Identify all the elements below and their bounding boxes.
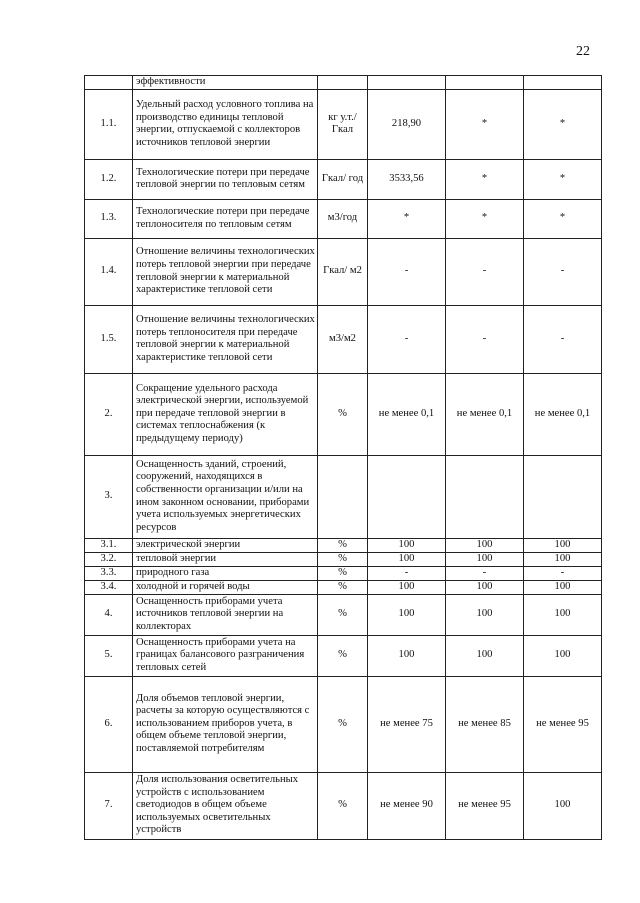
row-value-2: [446, 455, 524, 538]
row-indicator-name: электрической энергии: [133, 538, 318, 552]
row-value-3: [524, 76, 602, 90]
row-indicator-name: тепловой энергии: [133, 552, 318, 566]
row-unit: Гкал/ м2: [318, 238, 368, 305]
table-row: [85, 552, 602, 566]
row-indicator-name: эффективности: [133, 76, 318, 90]
row-value-3: 100: [524, 580, 602, 594]
row-indicator-name: Отношение величины технологических потерь тепловой энергии при передаче тепловой энергии к материальной характеристике тепловой сети: [133, 238, 318, 305]
row-value-1: 3533,56: [368, 159, 446, 199]
table-row: [85, 594, 602, 635]
row-indicator-name: Оснащенность приборами учета источников тепловой энергии на коллекторах: [133, 594, 318, 635]
row-unit: %: [318, 635, 368, 676]
row-value-1: 100: [368, 594, 446, 635]
row-value-1: 100: [368, 538, 446, 552]
row-number: 2.: [85, 373, 133, 455]
row-number: 1.1.: [85, 89, 133, 159]
row-number: 3.1.: [85, 538, 133, 552]
row-value-2: 100: [446, 552, 524, 566]
row-value-1: -: [368, 566, 446, 580]
row-value-3: -: [524, 238, 602, 305]
table-row: [85, 89, 602, 159]
indicators-table: [84, 75, 602, 840]
row-value-3: 100: [524, 552, 602, 566]
row-value-2: 100: [446, 580, 524, 594]
row-unit: %: [318, 594, 368, 635]
row-value-1: не менее 0,1: [368, 373, 446, 455]
table-row: [85, 238, 602, 305]
row-value-2: -: [446, 238, 524, 305]
row-unit: %: [318, 580, 368, 594]
row-unit: %: [318, 552, 368, 566]
row-number: 5.: [85, 635, 133, 676]
row-value-3: -: [524, 305, 602, 373]
row-indicator-name: Доля объемов тепловой энергии, расчеты за которую осуществляются с использованием приборов учета, в общем объеме тепловой энергии, поставляемой потребителям: [133, 676, 318, 772]
table-row: [85, 199, 602, 238]
page-number: 22: [576, 44, 590, 59]
row-number: 3.: [85, 455, 133, 538]
row-number: 1.2.: [85, 159, 133, 199]
row-number: 3.2.: [85, 552, 133, 566]
row-value-3: -: [524, 566, 602, 580]
row-value-3: *: [524, 89, 602, 159]
row-unit: %: [318, 538, 368, 552]
table-row: [85, 538, 602, 552]
table-row: [85, 676, 602, 772]
row-value-1: [368, 76, 446, 90]
row-indicator-name: Технологические потери при передаче тепловой энергии по тепловым сетям: [133, 159, 318, 199]
row-value-2: *: [446, 159, 524, 199]
row-value-2: 100: [446, 594, 524, 635]
row-unit: [318, 76, 368, 90]
row-indicator-name: Доля использования осветительных устройств с использованием светодиодов в общем объеме используемых осветительных устройств: [133, 772, 318, 839]
row-value-1: 100: [368, 580, 446, 594]
row-value-3: [524, 455, 602, 538]
row-value-2: -: [446, 305, 524, 373]
row-unit: %: [318, 772, 368, 839]
row-number: 6.: [85, 676, 133, 772]
row-indicator-name: Оснащенность зданий, строений, сооружений, находящихся в собственности организации и/или на ином законном основании, приборами учета используемых энергетических ресурсов: [133, 455, 318, 538]
row-value-2: не менее 95: [446, 772, 524, 839]
row-indicator-name: Технологические потери при передаче теплоносителя по тепловым сетям: [133, 199, 318, 238]
row-value-3: *: [524, 199, 602, 238]
row-unit: кг у.т./ Гкал: [318, 89, 368, 159]
row-number: 7.: [85, 772, 133, 839]
row-value-2: не менее 0,1: [446, 373, 524, 455]
table-row: [85, 373, 602, 455]
table-row: [85, 772, 602, 839]
table-row: [85, 566, 602, 580]
row-number: 3.3.: [85, 566, 133, 580]
row-value-3: *: [524, 159, 602, 199]
row-number: 4.: [85, 594, 133, 635]
row-value-1: не менее 90: [368, 772, 446, 839]
row-unit: [318, 455, 368, 538]
row-value-3: 100: [524, 594, 602, 635]
row-unit: %: [318, 373, 368, 455]
row-indicator-name: природного газа: [133, 566, 318, 580]
row-number: 1.3.: [85, 199, 133, 238]
row-value-3: не менее 95: [524, 676, 602, 772]
row-value-1: 100: [368, 552, 446, 566]
row-number: 3.4.: [85, 580, 133, 594]
table-row: [85, 635, 602, 676]
row-unit: %: [318, 676, 368, 772]
row-value-2: 100: [446, 538, 524, 552]
row-value-2: *: [446, 89, 524, 159]
row-value-3: не менее 0,1: [524, 373, 602, 455]
row-value-1: не менее 75: [368, 676, 446, 772]
row-indicator-name: Сокращение удельного расхода электрической энергии, используемой при передаче тепловой энергии в системах теплоснабжения (к предыдущему периоду): [133, 373, 318, 455]
row-value-1: *: [368, 199, 446, 238]
row-value-2: 100: [446, 635, 524, 676]
table-row: [85, 455, 602, 538]
row-number: 1.5.: [85, 305, 133, 373]
row-indicator-name: Удельный расход условного топлива на производство единицы тепловой энергии, отпускаемой с коллекторов источников тепловой энергии: [133, 89, 318, 159]
row-unit: Гкал/ год: [318, 159, 368, 199]
row-value-3: 100: [524, 635, 602, 676]
row-value-1: -: [368, 238, 446, 305]
row-indicator-name: Оснащенность приборами учета на границах балансового разграничения тепловых сетей: [133, 635, 318, 676]
row-value-3: 100: [524, 538, 602, 552]
row-value-1: -: [368, 305, 446, 373]
row-value-2: -: [446, 566, 524, 580]
row-value-1: 218,90: [368, 89, 446, 159]
row-indicator-name: холодной и горячей воды: [133, 580, 318, 594]
row-value-3: 100: [524, 772, 602, 839]
row-number: [85, 76, 133, 90]
row-number: 1.4.: [85, 238, 133, 305]
row-value-2: [446, 76, 524, 90]
row-value-2: не менее 85: [446, 676, 524, 772]
row-unit: м3/м2: [318, 305, 368, 373]
row-value-1: [368, 455, 446, 538]
row-unit: %: [318, 566, 368, 580]
row-indicator-name: Отношение величины технологических потерь теплоносителя при передаче тепловой энергии к материальной характеристике тепловой сети: [133, 305, 318, 373]
table-row: [85, 305, 602, 373]
table-row: [85, 580, 602, 594]
row-value-1: 100: [368, 635, 446, 676]
table-row: [85, 76, 602, 90]
row-value-2: *: [446, 199, 524, 238]
row-unit: м3/год: [318, 199, 368, 238]
table-row: [85, 159, 602, 199]
